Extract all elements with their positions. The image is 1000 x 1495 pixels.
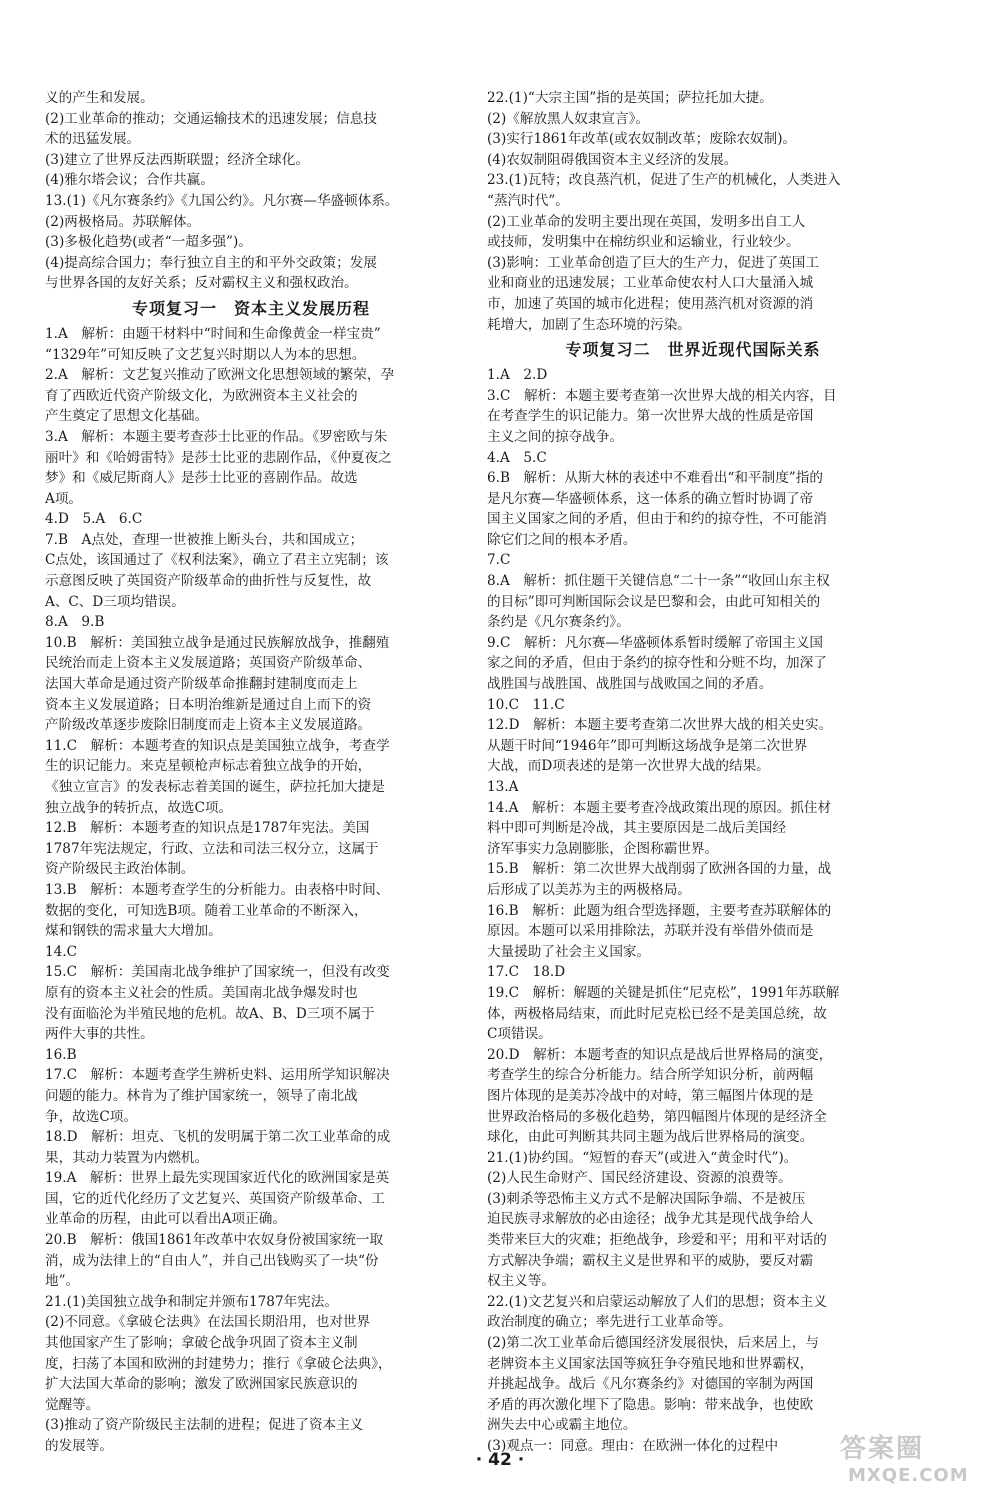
text-line: 原有的资本主义社会的性质。美国南北战争爆发时也: [45, 984, 358, 1001]
text-line: 17.C 解析：本题考查学生辨析史料、运用所学知识解决: [45, 1067, 390, 1084]
text-line: 15.B 解析：第二次世界大战削弱了欧洲各国的力量，战: [487, 861, 832, 878]
text-line: 8.A 解析：抓住题干关键信息“二十一条”“收回山东主权: [487, 573, 830, 590]
text-line: 6.B 解析：从斯大林的表述中不难看出“和平制度”指的: [487, 470, 823, 487]
text-line: 资产阶级民主政治体制。: [45, 861, 195, 878]
text-line: 地”。: [45, 1273, 80, 1290]
text-line: 术的迅猛发展。: [45, 131, 141, 148]
text-line: 数据的变化，可知选B项。随着工业革命的不断深入，: [45, 902, 368, 919]
text-line: 在考查学生的识记能力。第一次世界大战的性质是帝国: [487, 408, 814, 425]
text-line: 方式解决争端；霸权主义是世界和平的威胁，要反对霸: [487, 1252, 814, 1269]
text-line: 4.D 5.A 6.C: [45, 511, 143, 528]
text-line: 权主义等。: [487, 1273, 555, 1290]
text-line: 15.C 解析：美国南北战争维护了国家统一，但没有改变: [45, 964, 390, 981]
text-line: 民统治而走上资本主义发展道路；英国资产阶级革命、: [45, 655, 372, 672]
text-line: 产生奠定了思想文化基础。: [45, 408, 209, 425]
text-line: 13.(1)《凡尔赛条约》《九国公约》。凡尔赛—华盛顿体系。: [45, 192, 399, 209]
text-line: 是凡尔赛—华盛顿体系，这一体系的确立暂时协调了帝: [487, 490, 814, 507]
text-line: “蒸汽时代”。: [487, 192, 569, 209]
text-line: (3)多极化趋势(或者“一超多强”)。: [45, 234, 252, 251]
text-line: 法国大革命是通过资产阶级革命推翻封建制度而走上: [45, 676, 358, 693]
text-line: 13.A: [487, 779, 519, 795]
text-line: 产阶级改革逐步废除旧制度而走上资本主义发展道路。: [45, 717, 372, 734]
text-line: C点处，该国通过了《权利法案》，确立了君主立宪制；该: [45, 552, 389, 569]
text-line: 资本主义发展道路；日本明治维新是通过自上而下的资: [45, 696, 372, 713]
text-line: 与世界各国的友好关系；反对霸权主义和强权政治。: [45, 275, 358, 292]
text-line: 没有面临沦为半殖民地的危机。故A、B、D三项不属于: [45, 1005, 375, 1022]
text-line: 原因。本题可以采用排除法，苏联并没有举借外债而是: [487, 923, 814, 940]
text-line: (2)两极格局。苏联解体。: [45, 213, 201, 230]
text-line: 其他国家产生了影响；拿破仑战争巩固了资本主义制: [45, 1335, 358, 1352]
text-line: 球化，由此可判断其共同主题为战后世界格局的演变。: [487, 1129, 814, 1146]
text-line: 1.A 解析：由题干材料中“时间和生命像黄金一样宝贵”: [45, 325, 381, 342]
text-line: 的目标”即可判断国际会议是巴黎和会，由此可知相关的: [487, 593, 821, 610]
text-line: 果，其动力装置为内燃机。: [45, 1149, 209, 1166]
text-line: “1329年”可知反映了文艺复兴时期以人为本的思想。: [45, 346, 366, 363]
text-line: 16.B: [45, 1046, 77, 1063]
text-line: 12.B 解析：本题考查的知识点是1787年宪法。美国: [45, 820, 370, 837]
text-line: 两件大事的共性。: [45, 1026, 154, 1043]
text-line: 类带来巨大的灾难；拒绝战争，珍爱和平；用和平对话的: [487, 1232, 827, 1249]
text-line: (2)不同意。《拿破仑法典》在法国长期沿用，也对世界: [45, 1314, 371, 1331]
text-line: 3.A 解析：本题主要考查莎士比亚的作品。《罗密欧与朱: [45, 428, 388, 445]
text-line: (2)人民生命财产、国民经济建设、资源的浪费等。: [487, 1170, 792, 1187]
text-line: 从题干时间“1946年”即可判断这场战争是第二次世界: [487, 737, 808, 754]
text-line: 矛盾的再次激化埋下了隐患。影响：带来战争，也使欧: [487, 1396, 814, 1413]
text-line: 大量援助了社会主义国家。: [487, 943, 651, 960]
text-line: (3)推动了资产阶级民主法制的进程；促进了资本主义: [45, 1417, 364, 1434]
text-line: 家之间的矛盾，但由于条约的掠夺性和分赃不均，加深了: [487, 655, 827, 672]
text-line: A项。: [45, 490, 83, 507]
text-line: 梦》和《威尼斯商人》是莎士比亚的喜剧作品。故选: [45, 470, 358, 487]
text-line: 21.(1)协约国。“短暂的春天”(或进入“黄金时代”)。: [487, 1149, 798, 1166]
text-line: 育了西欧近代资产阶级文化，为欧洲资本主义社会的: [45, 387, 358, 404]
text-line: 2.A 解析：文艺复兴推动了欧洲文化思想领域的繁荣，孕: [45, 367, 395, 384]
text-line: 3.C 解析：本题主要考查第一次世界大战的相关内容，目: [487, 387, 837, 404]
text-line: (3)观点一：同意。理由：在欧洲一体化的过程中: [487, 1438, 779, 1454]
text-line: 的发展等。: [45, 1438, 113, 1454]
text-line: 图片体现的是美苏冷战中的对峙，第三幅图片体现的是: [487, 1087, 814, 1104]
text-line: 济军事实力急剧膨胀，企图称霸世界。: [487, 840, 719, 857]
text-line: 煤和钢铁的需求量大大增加。: [45, 923, 222, 940]
text-line: 主义之间的掠夺战争。: [487, 428, 623, 445]
watermark-logo: [840, 1428, 969, 1486]
text-line: 扩大法国大革命的影响；激发了欧洲国家民族意识的: [45, 1376, 358, 1393]
text-line: 生的识记能力。来克星顿枪声标志着独立战争的开始，: [45, 758, 372, 775]
left-column: [45, 88, 457, 1457]
text-line: 争，故选C项。: [45, 1108, 137, 1125]
text-line: 业和商业的迅速发展；工业革命使农村人口大量涌入城: [487, 275, 814, 292]
text-line: 迫民族寻求解放的必由途径；战争尤其是现代战争给人: [487, 1211, 814, 1228]
text-line: 问题的能力。林肯为了维护国家统一，领导了南北战: [45, 1087, 358, 1104]
text-line: 7.B A点处，查理一世被推上断头台，共和国成立；: [45, 531, 364, 548]
text-line: (3)影响：工业革命创造了巨大的生产力，促进了英国工: [487, 254, 819, 271]
text-line: 丽叶》和《哈姆雷特》是莎士比亚的悲剧作品，《仲夏夜之: [45, 449, 392, 466]
text-line: (4)农奴制阻碍俄国资本主义经济的发展。: [487, 151, 738, 168]
text-line: 世界政治格局的多极化趋势，第四幅图片体现的是经济全: [487, 1108, 827, 1125]
text-line: 13.B 解析：本题考查学生的分析能力。由表格中时间、: [45, 881, 390, 898]
text-line: 22.(1)“大宗主国”指的是英国；萨拉托加大捷。: [487, 90, 773, 106]
text-line: 洲失去中心或霸主地位。: [487, 1417, 637, 1434]
text-line: 20.B 解析：俄国1861年改革中农奴身份被国家统一取: [45, 1232, 384, 1249]
text-line: (4)雅尔塔会议；合作共赢。: [45, 172, 214, 189]
text-line: 22.(1)文艺复兴和启蒙运动解放了人们的思想；资本主义: [487, 1293, 827, 1310]
text-line: 或技师，发明集中在棉纺织业和运输业，行业较少。: [487, 234, 800, 251]
text-line: 7.C: [487, 552, 511, 569]
text-line: (2)《解放黑人奴隶宣言》。: [487, 110, 649, 127]
text-line: 后形成了以美苏为主的两极格局。: [487, 881, 691, 898]
section-heading: 专项复习二 世界近现代国际关系: [565, 340, 821, 360]
text-line: 国主义国家之间的矛盾，但由于和约的掠夺性，不可能消: [487, 511, 827, 528]
text-line: 独立战争的转折点，故选C项。: [45, 799, 233, 816]
text-line: A、C、D三项均错误。: [45, 593, 185, 610]
text-line: (3)刺杀等恐怖主义方式不是解决国际争端、不是被压: [487, 1190, 806, 1207]
text-line: 23.(1)瓦特；改良蒸汽机，促进了生产的机械化，人类进入: [487, 172, 841, 189]
text-line: (3)建立了世界反法西斯联盟；经济全球化。: [45, 151, 309, 168]
text-line: 18.D 解析：坦克、飞机的发明属于第二次工业革命的成: [45, 1129, 391, 1146]
text-line: C项错误。: [487, 1026, 552, 1043]
text-line: 8.A 9.B: [45, 614, 105, 631]
text-line: 9.C 解析：凡尔赛—华盛顿体系暂时缓解了帝国主义国: [487, 634, 824, 651]
text-line: 17.C 18.D: [487, 964, 566, 981]
text-line: 1.A 2.D: [487, 367, 548, 384]
text-line: 14.C: [45, 943, 78, 960]
text-line: 体，两极格局结束，而此时尼克松已经不是美国总统，故: [487, 1005, 827, 1022]
text-line: 12.D 解析：本题主要考查第二次世界大战的相关史实。: [487, 717, 833, 734]
text-line: 条约是《凡尔赛条约》。: [487, 614, 630, 631]
text-line: 料中即可判断是冷战，其主要原因是二战后美国经: [487, 820, 787, 837]
text-line: (2)工业革命的发明主要出现在英国，发明多出自工人: [487, 213, 806, 230]
text-line: (2)第二次工业革命后德国经济发展很快，后来居上，与: [487, 1335, 819, 1352]
text-line: 20.D 解析：本题考查的知识点是战后世界格局的演变，: [487, 1046, 833, 1063]
text-line: 消，成为法律上的“自由人”，并自己出钱购买了一块“份: [45, 1252, 379, 1269]
text-line: 10.C 11.C: [487, 696, 565, 713]
text-line: 16.B 解析：此题为组合型选择题，主要考查苏联解体的: [487, 902, 832, 919]
text-line: 并挑起战争。战后《凡尔赛条约》对德国的宰制为两国: [487, 1376, 814, 1393]
text-line: 19.A 解析：世界上最先实现国家近代化的欧洲国家是英: [45, 1170, 390, 1187]
text-line: 老牌资本主义国家法国等疯狂争夺殖民地和世界霸权，: [487, 1355, 814, 1372]
text-line: 义的产生和发展。: [45, 90, 154, 106]
section-heading: 专项复习一 资本主义发展历程: [131, 298, 370, 318]
text-line: 19.C 解析：解题的关键是抓住“尼克松”，1991年苏联解: [487, 984, 840, 1001]
text-line: 4.A 5.C: [487, 449, 547, 466]
text-line: 21.(1)美国独立战争和制定并颁布1787年宪法。: [45, 1293, 338, 1310]
text-line: 觉醒等。: [45, 1396, 100, 1413]
watermark-text: 答案圈: [840, 1434, 925, 1464]
text-line: (4)提高综合国力；奉行独立自主的和平外交政策；发展: [45, 254, 377, 271]
text-line: 示意图反映了英国资产阶级革命的曲折性与反复性，故: [45, 573, 372, 590]
text-line: 14.A 解析：本题主要考查冷战政策出现的原因。抓住材: [487, 799, 832, 816]
right-column: [487, 88, 899, 1457]
page-number: · 42 ·: [475, 1450, 525, 1470]
watermark-url: MXQE.COM: [848, 1465, 969, 1486]
text-line: 耗增大，加剧了生态环境的污染。: [487, 316, 691, 333]
text-line: 政治制度的确立；率先进行工业革命等。: [487, 1314, 732, 1331]
text-line: 度，扫荡了本国和欧洲的封建势力；推行《拿破仑法典》，: [45, 1355, 392, 1372]
text-line: 1787年宪法规定，行政、立法和司法三权分立，这属于: [45, 840, 379, 857]
text-line: 考查学生的综合分析能力。结合所学知识分析，前两幅: [487, 1067, 814, 1084]
text-line: 国，它的近代化经历了文艺复兴、英国资产阶级革命、工: [45, 1190, 385, 1207]
text-line: 11.C 解析：本题考查的知识点是美国独立战争，考查学: [45, 737, 390, 754]
text-line: 《独立宣言》的发表标志着美国的诞生，萨拉托加大捷是: [45, 779, 385, 795]
text-line: 大战，而D项表述的是第一次世界大战的结果。: [487, 758, 770, 775]
text-line: 市，加速了英国的城市化进程；使用蒸汽机对资源的消: [487, 295, 814, 312]
text-line: 10.B 解析：美国独立战争是通过民族解放战争，推翻殖: [45, 634, 390, 651]
text-line: 除它们之间的根本矛盾。: [487, 531, 637, 548]
text-line: 战胜国与战胜国、战胜国与战败国之间的矛盾。: [487, 676, 773, 693]
text-line: (2)工业革命的推动；交通运输技术的迅速发展；信息技: [45, 110, 377, 127]
text-line: (3)实行1861年改革(或农奴制改革；废除农奴制)。: [487, 131, 797, 148]
text-line: 业革命的历程，由此可以看出A项正确。: [45, 1211, 286, 1228]
